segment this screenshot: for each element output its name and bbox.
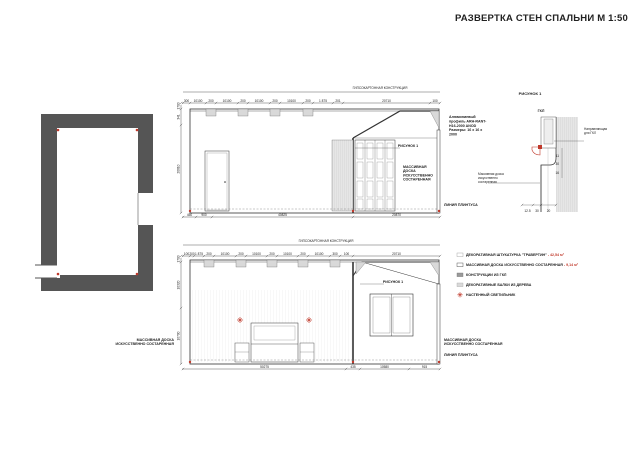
- dimension-label: 200: [300, 251, 306, 256]
- legend-swatch: [457, 283, 463, 287]
- legend-label: МАССИВНАЯ ДОСКА ИСКУССТВЕННО СОСТАРЕННАЯ - 9,14 м²: [466, 263, 578, 267]
- guide-note: Направляющая для ГКЛ: [584, 127, 608, 135]
- dimension-label: 10100: [222, 98, 232, 103]
- detail-title: РИСУНОК 1: [518, 91, 542, 96]
- plan-marker-icon: [57, 129, 60, 132]
- dimension-label: 200: [272, 98, 278, 103]
- dimension-label: 40825: [278, 212, 287, 217]
- dimension-label: 10700: [176, 331, 181, 341]
- profile-note: Алюминиевый профиль ARH-RANT-H16-2000 ANOD Размеры: 16 x 16 x 2000: [449, 115, 487, 137]
- door: [205, 151, 229, 211]
- dimension-label: 10100: [283, 251, 292, 256]
- detail-dim-v: 11: [555, 154, 559, 158]
- legend-label: ДЕКОРАТИВНЫЕ БАЛКИ ИЗ ДЕРЕВА: [466, 283, 532, 287]
- dimension-label: 20710: [392, 251, 401, 256]
- dimension-label: 200: [269, 251, 275, 256]
- top-figure-ref: РИСУНОК 1: [397, 144, 419, 148]
- dimension-label: 10100: [287, 98, 296, 103]
- dimension-label: 435: [350, 364, 356, 369]
- legend-swatch: [457, 253, 463, 257]
- dimension-label: 100: [432, 98, 438, 103]
- bottom-elevation: [115, 239, 502, 370]
- dimension-label: 10320: [176, 280, 181, 290]
- dimension-label: 200: [305, 98, 311, 103]
- detail-dim-v: 16: [555, 171, 559, 175]
- wardrobe: [355, 140, 395, 211]
- dimension-label: 30: [535, 209, 539, 213]
- bottom-figure-ref: РИСУНОК 1: [382, 280, 404, 284]
- window: [370, 294, 413, 336]
- dimension-label: 200: [206, 251, 212, 256]
- top-gkl-label: ГИПСОКАРТОННАЯ КОНСТРУКЦИЯ: [352, 86, 408, 90]
- dimension-label: 10580: [380, 364, 389, 369]
- sheet-title: РАЗВЕРТКА СТЕН СПАЛЬНИ М 1:50: [455, 13, 628, 24]
- dimension-label: 20870: [392, 212, 401, 217]
- dimension-label: 20: [546, 209, 551, 213]
- wardrobe-label: МАССИВНАЯ ДОСКА ИСКУССТВЕННО СОСТАРЕННАЯ: [403, 165, 433, 182]
- detail-dim-v: 30: [555, 162, 559, 166]
- bottom-baseboard-label: ЛИНИЯ ПЛИНТУСА: [444, 353, 478, 357]
- dimension-label: 10100: [252, 251, 261, 256]
- legend-value: - 9,14 м²: [563, 263, 578, 267]
- dimension-label: 201: [335, 98, 341, 103]
- legend-value: - 42,54 м²: [547, 253, 564, 257]
- legend-label: НАСТЕННЫЙ СВЕТИЛЬНИК: [466, 293, 516, 297]
- legend: [457, 253, 579, 297]
- dimension-label: 300: [183, 98, 190, 103]
- dimension-label: 341: [176, 114, 181, 120]
- plan-marker-icon: [57, 273, 60, 276]
- room-plan: [35, 114, 155, 291]
- dimension-label: 900: [201, 212, 207, 217]
- dimension-label: 10100: [193, 98, 203, 103]
- dimension-label: 1 875: [195, 251, 203, 256]
- dimension-label: 20710: [382, 98, 391, 103]
- dimension-label: 12.5: [524, 209, 531, 213]
- dimension-label: 1700: [176, 255, 181, 263]
- dimension-label: 10100: [220, 251, 230, 256]
- dimension-label: 1700: [176, 102, 181, 110]
- top-baseboard-label: ЛИНИЯ ПЛИНТУСА: [444, 203, 478, 207]
- dimension-label: 50275: [260, 364, 269, 369]
- board-panel: [332, 140, 353, 211]
- legend-label: ДЕКОРАТИВНАЯ ШТУКАТУРКА "ТРАВЕРТИН" - 42,54 м²: [466, 253, 564, 257]
- bottom-gkl-label: ГИПСОКАРТОННАЯ КОНСТРУКЦИЯ: [298, 239, 354, 243]
- legend-swatch: [457, 273, 463, 277]
- dimension-label: 100: [183, 251, 190, 256]
- detail-figure: [478, 91, 607, 213]
- wall-lamp-icon: [457, 292, 462, 297]
- dimension-label: 20810: [176, 164, 181, 174]
- bottom-wall-label-right: МАССИВНАЯ ДОСКА ИСКУССТВЕННО СОСТАРЕННАЯ: [444, 338, 503, 347]
- dimension-label: 200: [238, 251, 244, 256]
- plan-marker-icon: [136, 273, 139, 276]
- dimension-label: 200: [240, 98, 246, 103]
- detail-gkl: ГКЛ: [537, 109, 545, 113]
- top-elevation: [177, 86, 479, 218]
- plan-marker-icon: [136, 129, 139, 132]
- legend-swatch: [457, 263, 463, 267]
- dimension-label: 1 875: [319, 98, 327, 103]
- dimension-label: 200: [208, 98, 214, 103]
- dimension-label: 300: [332, 251, 338, 256]
- dimension-label: 915: [421, 364, 428, 369]
- bottom-wall-label: МАССИВНАЯ ДОСКА ИСКУССТВЕННО СОСТАРЕННАЯ: [115, 338, 174, 347]
- dimension-label: 10100: [314, 251, 324, 256]
- dimension-label: 100: [343, 251, 350, 256]
- legend-label: КОНСТРУКЦИИ ИЗ ГКЛ: [466, 273, 507, 277]
- board-note: Массивная доска искусственно состаренная: [478, 172, 504, 184]
- dimension-label: 10100: [254, 98, 264, 103]
- dimension-label: 450: [186, 212, 193, 217]
- dimension-label: 200: [189, 251, 195, 256]
